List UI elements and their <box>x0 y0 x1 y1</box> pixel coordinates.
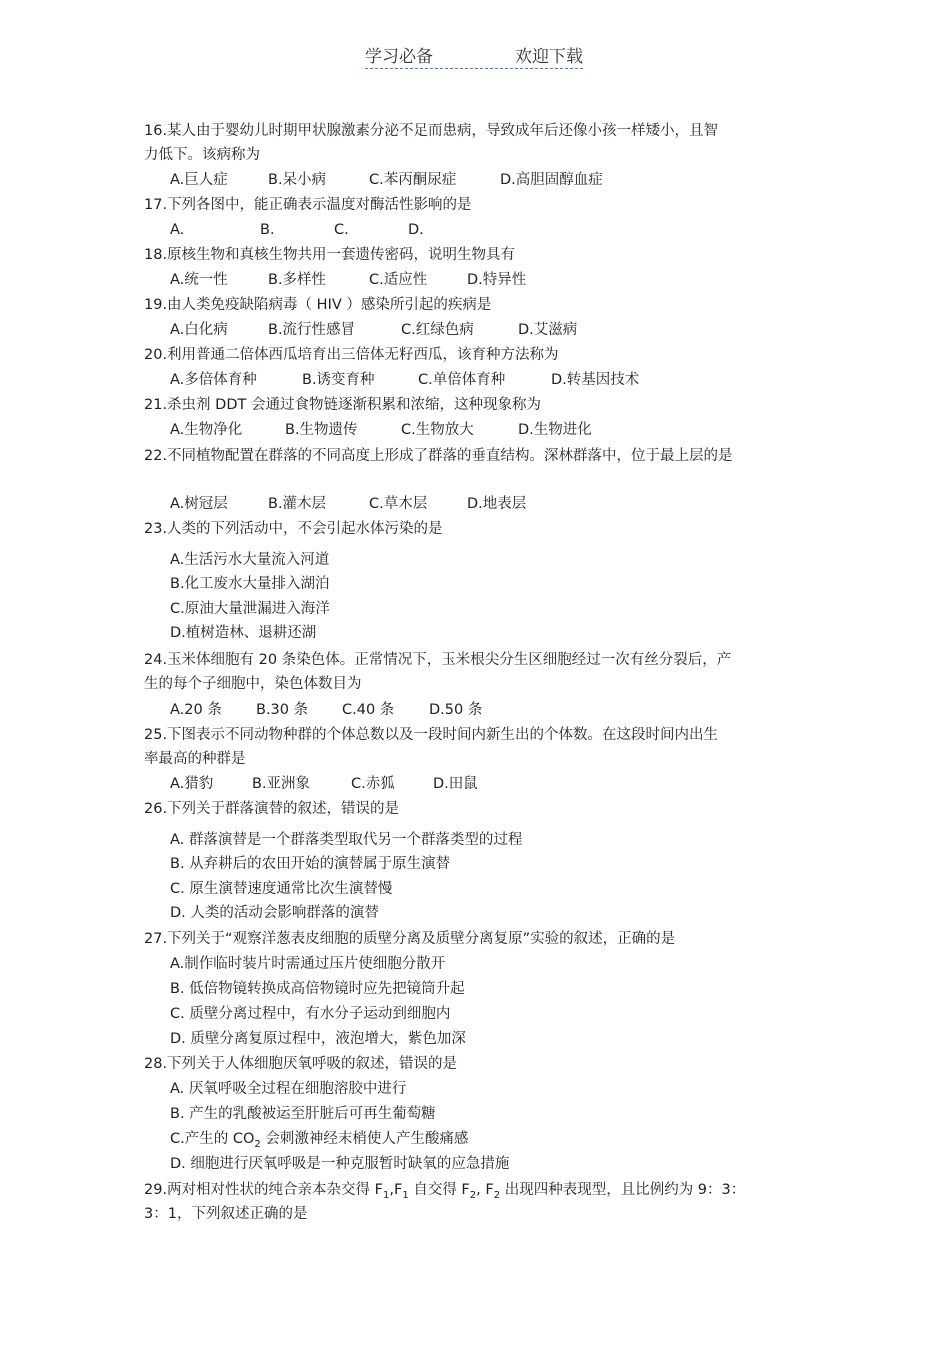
option-d: D.转基因技术 <box>551 372 640 388</box>
q29-sub2: 1 <box>402 1189 409 1201</box>
option-d: D.生物进化 <box>518 422 592 438</box>
question-26-option-c: C. 原生演替速度通常比次生演替慢 <box>170 881 393 897</box>
question-20-stem: 20.利用普通二倍体西瓜培育出三倍体无籽西瓜，该育种方法称为 <box>144 347 559 363</box>
q29-part1: 29.两对相对性状的纯合亲本杂交得 F <box>144 1182 384 1198</box>
option-b: B.生物遗传 <box>285 422 358 438</box>
q29-part4: , F <box>476 1182 494 1198</box>
question-23-option-d: D.植树造林、退耕还湖 <box>170 625 317 641</box>
question-29-stem-cont: 3：1，下列叙述正确的是 <box>144 1206 308 1222</box>
question-16-stem-cont: 力低下。该病称为 <box>144 147 260 163</box>
question-20-options <box>170 368 790 392</box>
q29-part3: 自交得 F <box>408 1182 470 1198</box>
option-a: A.猎豹 <box>170 776 214 792</box>
option-a: A. <box>170 222 185 238</box>
question-25-stem-cont: 率最高的种群是 <box>144 751 246 767</box>
question-18-stem: 18.原核生物和真核生物共用一套遗传密码，说明生物具有 <box>144 247 516 263</box>
option-a: A.生物净化 <box>170 422 243 438</box>
question-16-options <box>170 168 790 192</box>
question-23-stem: 23.人类的下列活动中，不会引起水体污染的是 <box>144 521 443 537</box>
question-26-stem: 26.下列关于群落演替的叙述，错误的是 <box>144 801 400 817</box>
option-c: C.赤狐 <box>351 776 395 792</box>
option-c: C.单倍体育种 <box>418 372 506 388</box>
question-28-option-a: A. 厌氧呼吸全过程在细胞溶胶中进行 <box>170 1081 407 1097</box>
question-22-stem: 22.不同植物配置在群落的不同高度上形成了群落的垂直结构。深林群落中，位于最上层的是 <box>144 448 733 464</box>
option-b: B.呆小病 <box>268 172 327 188</box>
question-17-options <box>170 218 790 242</box>
question-26-option-b: B. 从弃耕后的农田开始的演替属于原生演替 <box>170 856 451 872</box>
q29-sub3: 2 <box>469 1189 477 1201</box>
question-22-options <box>170 492 790 516</box>
q29-part2: ,F <box>389 1182 403 1198</box>
question-28-option-d: D. 细胞进行厌氧呼吸是一种克服暂时缺氧的应急措施 <box>170 1156 510 1172</box>
option-b: B. <box>260 222 275 238</box>
option-a: A.20 条 <box>170 702 222 718</box>
question-27-option-c: C. 质壁分离过程中，有水分子运动到细胞内 <box>170 1006 451 1022</box>
option-b: B.流行性感冒 <box>268 322 356 338</box>
question-25-options <box>170 772 790 796</box>
question-28-stem: 28.下列关于人体细胞厌氧呼吸的叙述，错误的是 <box>144 1056 458 1072</box>
co2-subscript: 2 <box>254 1138 261 1150</box>
option-b: B.多样性 <box>268 272 327 288</box>
question-16-stem: 16.某人由于婴幼儿时期甲状腺激素分泌不足而患病，导致成年后还像小孩一样矮小，且智 <box>144 123 719 139</box>
option-d: D. <box>408 222 424 238</box>
question-23-option-a: A.生活污水大量流入河道 <box>170 552 330 568</box>
question-27-stem: 27.下列关于“观察洋葱表皮细胞的质壁分离及质壁分离复原”实验的叙述，正确的是 <box>144 931 676 947</box>
option-b: B.诱变育种 <box>302 372 375 388</box>
question-28-option-b: B. 产生的乳酸被运至肝脏后可再生葡萄糖 <box>170 1106 436 1122</box>
question-27-option-a: A.制作临时装片时需通过压片使细胞分散开 <box>170 956 446 972</box>
q29-sub4: 2 <box>493 1189 501 1201</box>
option-a: A.树冠层 <box>170 496 228 512</box>
option-c: C.红绿色病 <box>401 322 474 338</box>
option-d: D.高胆固醇血症 <box>500 172 603 188</box>
option-b: B.灌木层 <box>268 496 327 512</box>
question-27-option-b: B. 低倍物镜转换成高倍物镜时应先把镜筒升起 <box>170 981 465 997</box>
option-a: A.统一性 <box>170 272 228 288</box>
option-a: A.多倍体育种 <box>170 372 257 388</box>
question-27-option-d: D. 质壁分离复原过程中，液泡增大，紫色加深 <box>170 1031 466 1047</box>
option-a: A.白化病 <box>170 322 228 338</box>
option-c: C.草木层 <box>369 496 428 512</box>
option-c: C.苯丙酮尿症 <box>369 172 457 188</box>
page-header <box>365 40 583 69</box>
q29-part5: 出现四种表现型，且比例约为 9：3： <box>500 1182 746 1198</box>
option-d: D.特异性 <box>467 272 527 288</box>
question-23-option-c: C.原油大量泄漏进入海洋 <box>170 601 330 617</box>
option-d: D.田鼠 <box>433 776 478 792</box>
question-24-stem: 24.玉米体细胞有 20 条染色体。正常情况下，玉米根尖分生区细胞经过一次有丝分裂后，产 <box>144 652 732 668</box>
option-c: C.40 条 <box>342 702 395 718</box>
option-b: B.亚洲象 <box>252 776 311 792</box>
header-right-text: 欢迎下载 <box>515 47 583 67</box>
option-c: C.生物放大 <box>401 422 474 438</box>
q29-sub1: 1 <box>383 1189 390 1201</box>
question-21-options <box>170 418 790 442</box>
question-19-stem: 19.由人类免疫缺陷病毒（ HIV ）感染所引起的疾病是 <box>144 297 492 313</box>
question-26-option-d: D. 人类的活动会影响群落的演替 <box>170 905 379 921</box>
option-d: D.艾滋病 <box>518 322 578 338</box>
option-c-part1: C.产生的 CO <box>170 1131 255 1147</box>
header-left-text: 学习必备 <box>365 47 433 67</box>
question-23-option-b: B.化工废水大量排入湖泊 <box>170 576 330 592</box>
option-d: D.50 条 <box>429 702 483 718</box>
question-24-stem-cont: 生的每个子细胞中，染色体数目为 <box>144 676 362 692</box>
option-b: B.30 条 <box>256 702 309 718</box>
question-26-option-a: A. 群落演替是一个群落类型取代另一个群落类型的过程 <box>170 832 523 848</box>
question-19-options <box>170 318 790 342</box>
question-17-stem: 17.下列各图中，能正确表示温度对酶活性影响的是 <box>144 197 472 213</box>
question-18-options <box>170 268 790 292</box>
option-a: A.巨人症 <box>170 172 228 188</box>
question-25-stem: 25.下图表示不同动物种群的个体总数以及一段时间内新生出的个体数。在这段时间内出生 <box>144 727 719 743</box>
question-24-options <box>170 698 790 722</box>
option-d: D.地表层 <box>467 496 527 512</box>
option-c-part2: 会刺激神经末梢使人产生酸痛感 <box>260 1131 469 1147</box>
option-c: C.适应性 <box>369 272 428 288</box>
question-21-stem: 21.杀虫剂 DDT 会通过食物链逐渐积累和浓缩，这种现象称为 <box>144 397 541 413</box>
option-c: C. <box>334 222 349 238</box>
